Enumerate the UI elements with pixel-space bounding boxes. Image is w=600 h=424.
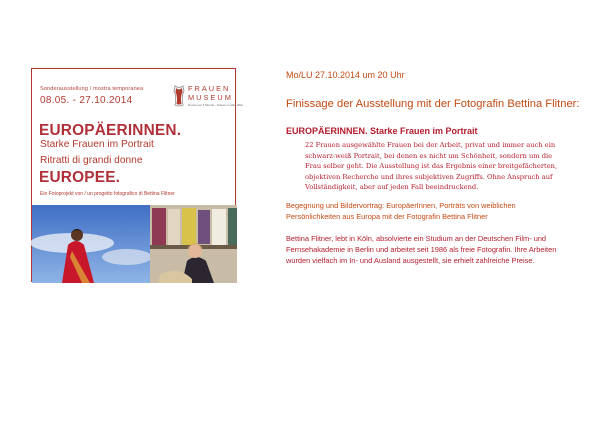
poster-title-it: EUROPEE. bbox=[39, 169, 121, 186]
logo-word-museum: MUSEUM bbox=[188, 93, 233, 102]
logo-tagline: Donne per il Mondo · Frauen in aller Welt bbox=[188, 103, 243, 107]
exhibition-dates: 08.05. - 27.10.2014 bbox=[40, 95, 133, 106]
logo-word-frauen: FRAUEN bbox=[188, 84, 231, 93]
talk-announcement: Begegnung und Bildervortrag: EuropäerInnen, Porträts von weiblichen Persönlichkeiten aus Europa mit der Fotografin Bettina Flitner bbox=[286, 201, 516, 221]
exhibition-label: Sonderausstellung / mostra temporanea bbox=[40, 86, 144, 92]
poster-credit: Ein Fotoprojekt von / un progetto fotografico di Bettina Flitner bbox=[40, 191, 175, 197]
corset-icon bbox=[173, 85, 185, 107]
event-date: Mo/LU 27.10.2014 um 20 Uhr bbox=[286, 70, 405, 80]
finissage-heading: Finissage der Ausstellung mit der Fotografin Bettina Flitner: bbox=[286, 98, 580, 110]
photographer-bio: Bettina Flitner, lebt in Köln, absolvierte ein Studium an der Deutschen Film- und Fernsehakademie in Berlin und arbeitet seit 1986 als freie Fotografin. Ihre Arbeiten wurden vielfach im In- und Ausland ausgestellt, sie erhielt zahlreiche Preise. bbox=[286, 234, 557, 266]
poster-subtitle-it: Ritratti di grandi donne bbox=[40, 155, 143, 166]
frauenmuseum-logo bbox=[173, 83, 243, 109]
poster-title-de: EUROPÄERINNEN. bbox=[39, 122, 182, 139]
exhibition-poster bbox=[31, 68, 243, 282]
section-title: EUROPÄERINNEN. Starke Frauen im Portrait bbox=[286, 126, 478, 136]
exhibition-description: 22 Frauen ausgewählte Frauen bei der Arbeit, privat und immer auch ein schwarz-weiß Portrait, bei denen es nicht um Schönheit, sondern um die Frau selber geht. Die Ausstellung ist das Ergebnis einer breitgefächerten, objektiven Recherche und ihres subjektiven Zugriffs. Ohne Anspruch auf Vollständigkeit, aber auf jeden Fall beeindruckend. bbox=[305, 141, 558, 191]
poster-photo bbox=[32, 205, 237, 283]
poster-subtitle-de: Starke Frauen im Portrait bbox=[40, 139, 154, 150]
